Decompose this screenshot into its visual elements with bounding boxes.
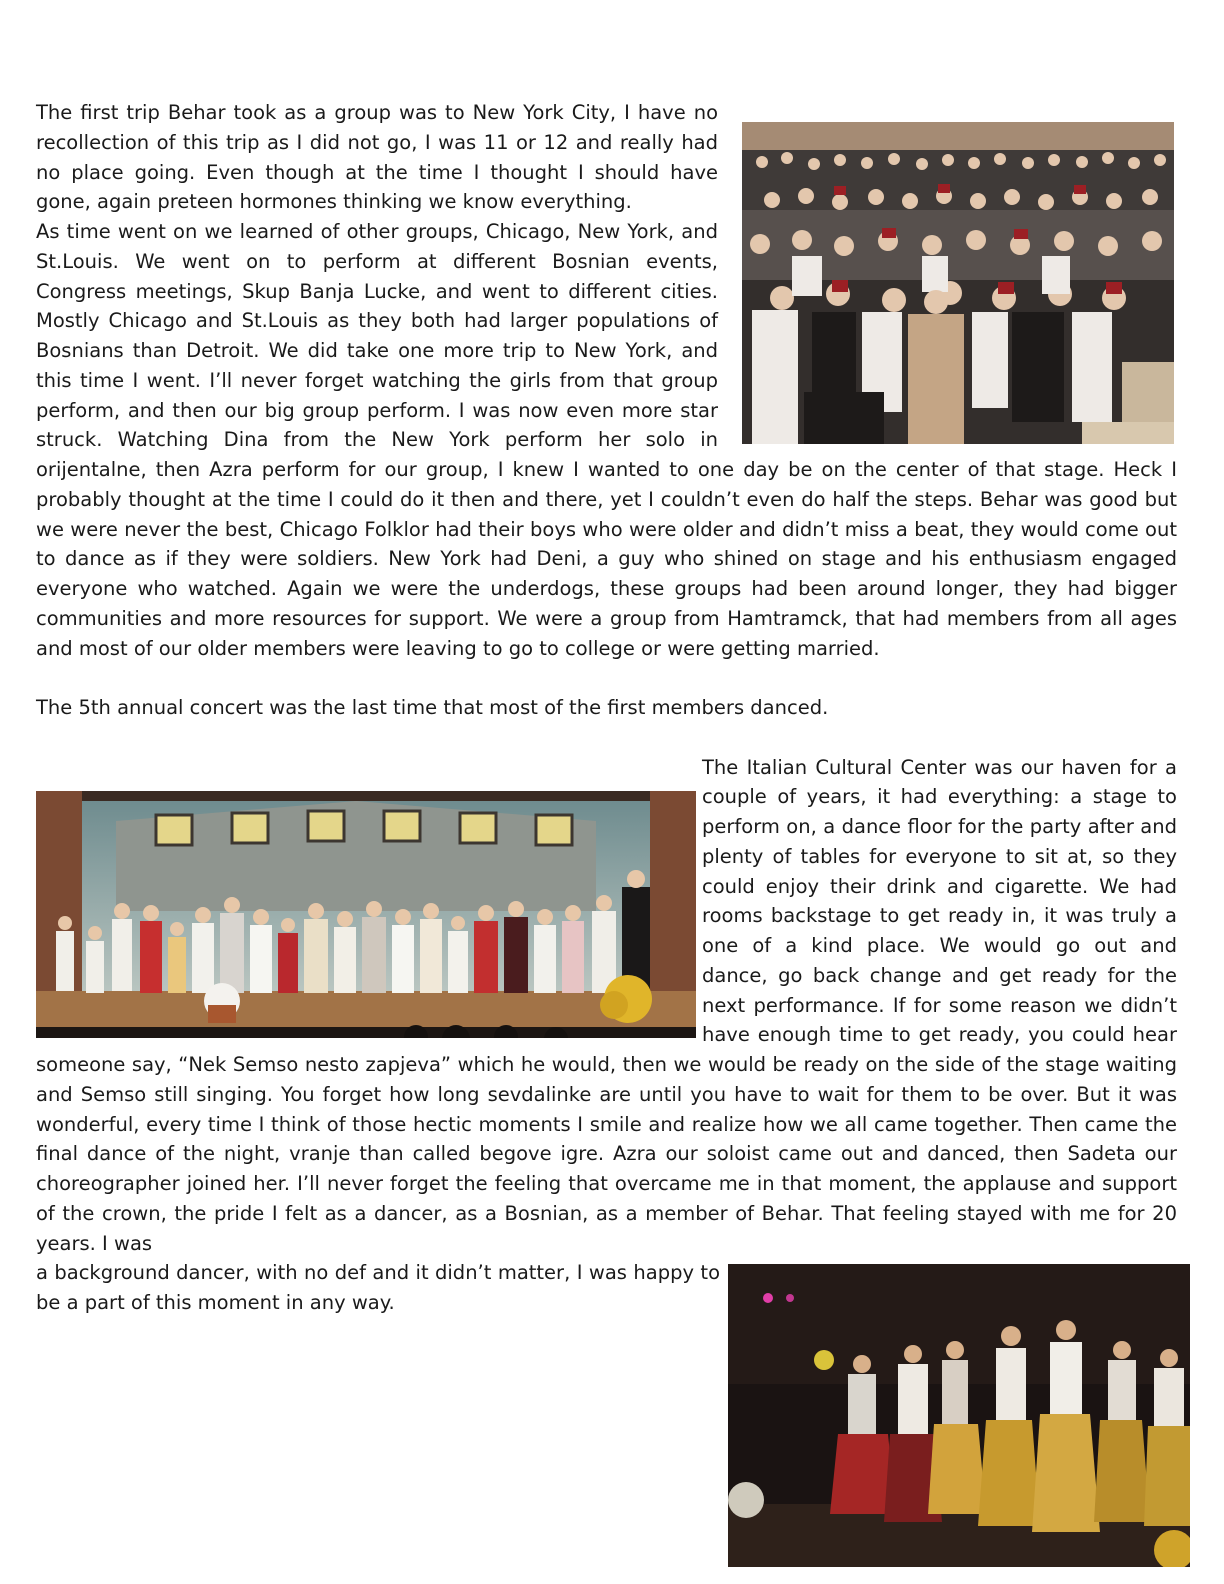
paragraph-other-groups: As time went on we learned of other groups, Chicago, New York, and St.Louis. We went on to perform at different Bosnian events, Congress meetings, Skup Banja Lucke, and went to different cities. Mostly Chicago and St.Louis as they both had larger populations of Bosnians than Detroit. We did take one more trip to New York, and this time I went. I’ll never forget watching the girls from that group perform, and then our big group perform. I was now even more star struck. Watching Dina from the New York perform her solo in orijentalne, then Azra perform for our group, I knew I wanted to one day be on the center of that stage. Heck I probably thought at the time I could do it then and there, yet I couldn’t even do half the steps. Behar was good but we were never the best, Chicago Folklor had their boys who were older and didn’t miss a beat, they would come out to dance as if they were soldiers. New York had Deni, a guy who shined on stage and his enthusiasm engaged everyone who watched. Again we were the underdogs, these groups had been around longer, they had bigger communities and more resources for support. We were a group from Hamtramck, that had members from all ages and most of our older members were leaving to go to college or were getting married.: [36, 220, 1177, 660]
paragraph-spacer: [36, 663, 1177, 693]
paragraph-5th-annual-concert: The 5th annual concert was the last time that most of the first members danced.: [36, 696, 829, 719]
photo-audience-graphic: [742, 122, 1174, 444]
paragraph-italian-cultural-center: The Italian Cultural Center was our haven for a couple of years, it had everything: a stage to perform on, a dance floor for the party after and plenty of tables for everyone to sit at, so they could enjoy their drink and cigarette. We had rooms backstage to get ready in, it was truly a one of a kind place. We would go out and dance, go back change and get ready for the next performance. If for some reason we didn’t have enough time to get ready, you could hear someone say, “Nek Semso nesto zapjeva” which he would, then we would be ready on the side of the stage waiting and Semso still singing. You forget how long sevdalinke are until you have to wait for them to be over. But it was wonderful, every time I think of those hectic moments I smile and realize how we all came together. Then came the final dance of the night, vranje than called begove igre. Azra our soloist came out and danced, then Sadeta our choreographer joined her. I’ll never forget the feeling that overcame me in that moment, the applause and support of the crown, the pride I felt as a dancer, as a Bosnian, as a member of Behar. That feeling stayed with me for 20 years. I was: [36, 755, 1177, 1255]
photo-dancers-graphic: [728, 1264, 1190, 1567]
photo-stage-group: [36, 791, 696, 1038]
paragraph-first-trip: The first trip Behar took as a group was to New York City, I have no recollection of this trip as I did not go, I was 11 or 12 and really had no place going. Even though at the time I thought I should have gone, again preteen hormones thinking we know everything.: [36, 101, 718, 214]
paragraph-background-dancer: a background dancer, with no def and it didn’t matter, I was happy to be a part of this moment in any way.: [36, 1261, 720, 1314]
document-page: [36, 98, 1177, 1518]
photo-dancers-performing: [728, 1264, 1190, 1567]
photo-audience-in-costume: [742, 122, 1174, 444]
paragraph-spacer: [36, 723, 1177, 753]
photo-stage-graphic: [36, 791, 696, 1038]
